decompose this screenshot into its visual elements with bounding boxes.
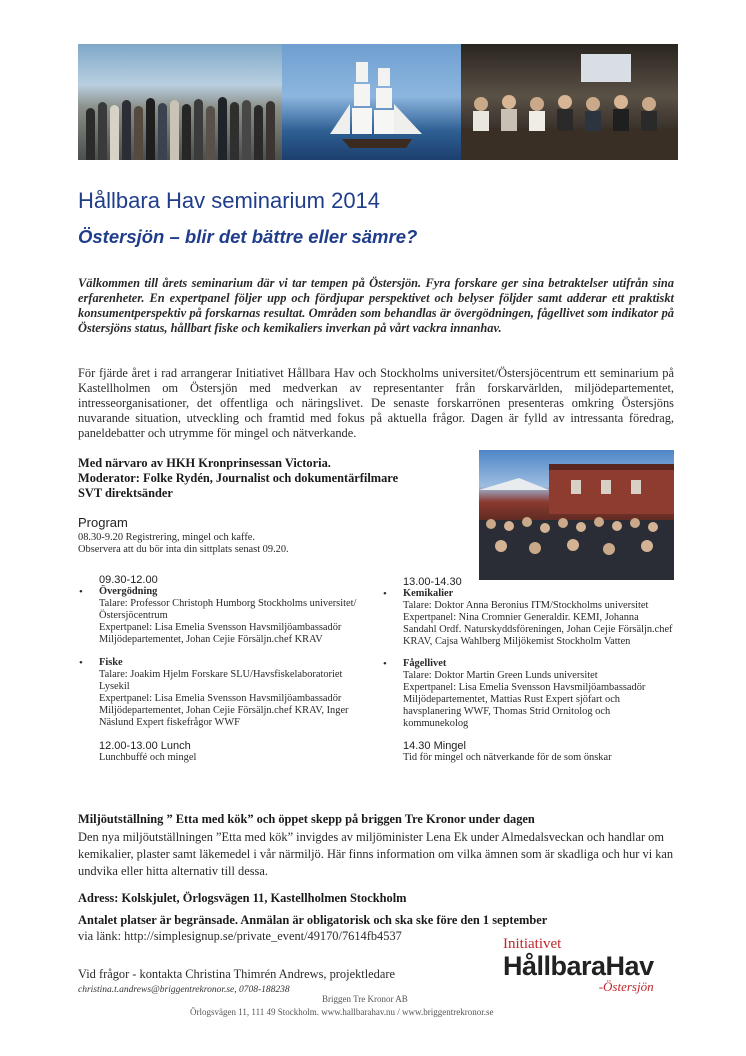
lunch-text: Lunchbuffé och mingel [99, 752, 197, 763]
footer-address: Örlogsvägen 11, 111 49 Stockholm. www.hallbarahav.nu / www.briggentrekronor.se [190, 1007, 494, 1017]
session-speaker: Talare: Doktor Martin Green Lunds universitet [403, 670, 598, 681]
hallbara-hav-logo [503, 936, 654, 995]
bullet-icon: • [383, 658, 387, 670]
page-subtitle: Östersjön – blir det bättre eller sämre? [78, 226, 418, 247]
header-photo-banner [78, 44, 678, 160]
moderator-line: Moderator: Folke Rydén, Journalist och dokumentärfilmare [78, 471, 399, 485]
exhibition-section [78, 812, 678, 880]
program-intro: 08.30-9.20 Registrering, mingel och kaffe. Observera att du bör inta din sittplats senast 09.20. [78, 532, 289, 555]
session-speaker: Talare: Joakim Hjelm Forskare SLU/Havsfiskelaboratoriet Lysekil [99, 669, 343, 692]
exhibition-text: Den nya miljöutställningen ”Etta med kök” invigdes av miljöminister Lena Ek under Almedalsveckan och handlar om kemikalier, plaster samt läkemedel i vår närmiljö. Här finns information om vilka ämnen som är skadliga och hur vi kan undvika eller hitta alternativ till dessa. [78, 830, 674, 878]
session-title: Fiske [99, 657, 123, 668]
lunch-time: 12.00-13.00 Lunch [99, 740, 191, 752]
sailing-ship-photo [282, 44, 461, 160]
page-title: Hållbara Hav seminarium 2014 [78, 188, 381, 213]
attendance-block [78, 456, 478, 501]
session-panel: Expertpanel: Lisa Emelia Svensson Havsmiljöambassadör Miljödepartementet, Mattias Rust Expert sjöfart och havsplanering WWF, Thomas Strid Ornitolog och kommunekolog [403, 682, 646, 729]
group-photo [78, 44, 282, 160]
bullet-icon: • [79, 657, 83, 669]
session-time: 09.30-12.00 [99, 574, 158, 586]
bullet-icon: • [383, 588, 387, 600]
intro-text: Välkommen till årets seminarium där vi tar tempen på Östersjön. Fyra forskare ger sina betraktelser utifrån sina erfarenheter. En expertpanel följer upp och fördjupar perspektivet och belyser följder samt adderar ett praktiskt konsumentperspektiv på forskarnas resultat. Områden som behandlas är övergödningen, fågellivet som indikator på Östersjöns status, hållbart fiske och kemikaliers inverkan på vårt vackra innanhav. [78, 276, 674, 335]
signup-link[interactable]: via länk: http://simplesignup.se/private_event/49170/7614fb4537 [78, 929, 402, 943]
logo-main-text: HållbaraHav [503, 951, 654, 981]
session-panel: Expertpanel: Nina Cromnier Generaldir. KEMI, Johanna Sandahl Ordf. Naturskyddsföreningen, Johan Cejie Försäljn.chef KRAV, Cajsa Wahlberg Miljökemist Stockholm Vatten [403, 612, 673, 647]
description-paragraph: För fjärde året i rad arrangerar Initiativet Hållbara Hav och Stockholms universitet/Östersjöcentrum ett seminarium på Kastellholmen om Östersjön med medverkan av representanter från forskarvärlden, miljödepartementet, intresseorganisationer, det offentliga och näringslivet. De senaste forskarrönen presenteras omkring Östersjöns nuvarande situation, utveckling och framtid med fokus på aktuella frågor. Dagen är fylld av intressanta föredrag, paneldebatter och utrymme för mingel och nätverkande. [78, 366, 674, 440]
bullet-icon: • [79, 586, 83, 598]
broadcast-line: SVT direktsänder [78, 486, 173, 500]
mingel-time: 14.30 Mingel [403, 740, 466, 752]
footer-org: Briggen Tre Kronor AB [322, 994, 408, 1004]
contact-line: Vid frågor - kontakta Christina Thimrén Andrews, projektledare [78, 967, 395, 981]
mingel-text: Tid för mingel och nätverkande för de som önskar [403, 752, 612, 763]
program-right-column [383, 576, 673, 764]
session-time: 13.00-14.30 [403, 576, 462, 588]
exhibition-heading: Miljöutställning ” Etta med kök” och öppet skepp på briggen Tre Kronor under dagen [78, 812, 535, 826]
session-title: Övergödning [99, 586, 158, 597]
session-speaker: Talare: Professor Christoph Humborg Stockholms universitet/Östersjöcentrum [99, 598, 357, 621]
event-crowd-photo [479, 450, 674, 580]
contact-email[interactable]: christina.t.andrews@briggentrekronor.se, 0708-188238 [78, 985, 290, 995]
panel-debate-photo [461, 44, 678, 160]
logo-bottom-text: -Östersjön [598, 979, 654, 994]
signup-heading: Antalet platser är begränsade. Anmälan är obligatorisk och ska ske före den 1 september [78, 913, 548, 927]
session-title: Kemikalier [403, 588, 454, 599]
attendance-line: Med närvaro av HKH Kronprinsessan Victoria. [78, 456, 331, 470]
logo-top-text: Initiativet [503, 936, 562, 952]
session-panel: Expertpanel: Lisa Emelia Svensson Havsmiljöambassadör Miljödepartementet, Johan Cejie Försäljn.chef KRAV, Inger Näslund Expert fiskefrågor WWF [99, 693, 349, 728]
session-panel: Expertpanel: Lisa Emelia Svensson Havsmiljöambassadör Miljödepartementet, Johan Cejie Försäljn.chef KRAV [99, 622, 342, 645]
session-title: Fågellivet [403, 658, 447, 669]
program-left-column [79, 574, 364, 764]
program-heading: Program [78, 515, 128, 530]
address-line: Adress: Kolskjulet, Örlogsvägen 11, Kastellholmen Stockholm [78, 891, 407, 905]
session-speaker: Talare: Doktor Anna Beronius ITM/Stockholms universitet [403, 600, 649, 611]
